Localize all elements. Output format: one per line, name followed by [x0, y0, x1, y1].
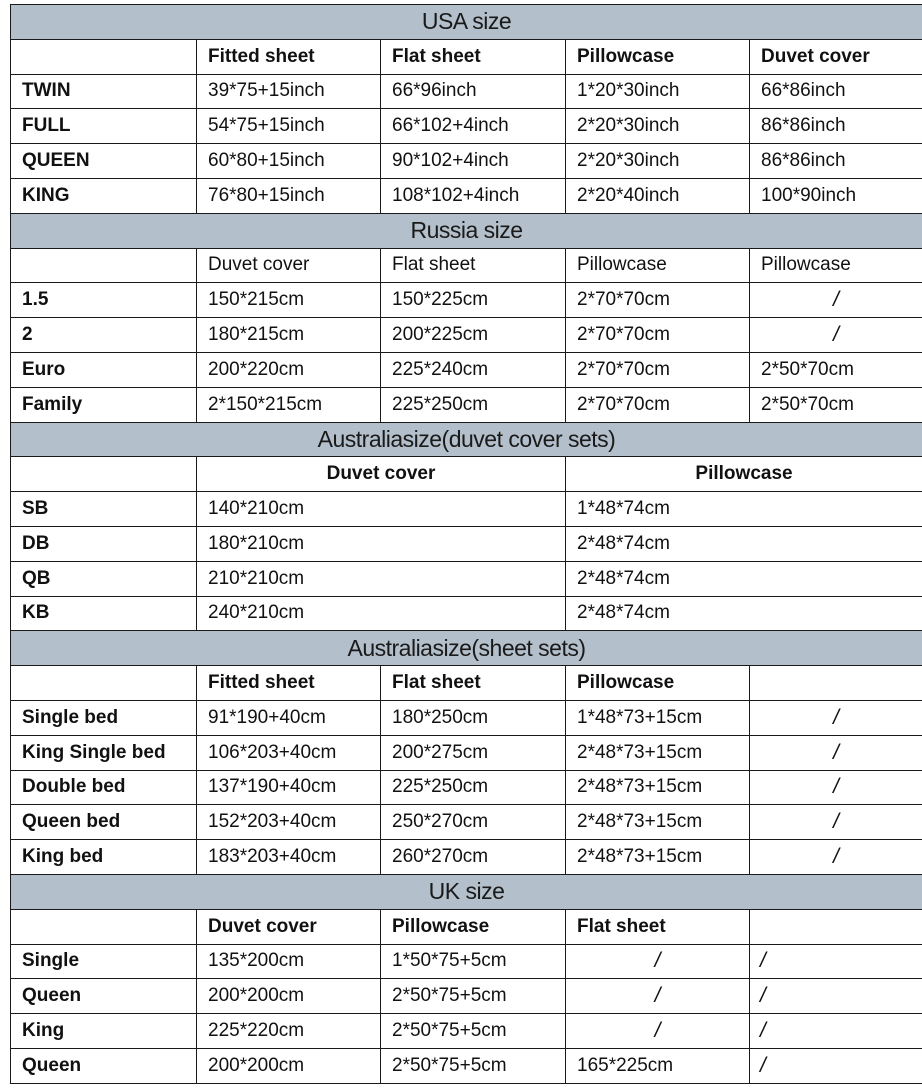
table-cell: 137*190+40cm — [197, 770, 381, 805]
table-cell: / — [750, 1048, 922, 1083]
row-label: QUEEN — [11, 144, 197, 179]
table-row — [11, 109, 922, 144]
table-row — [11, 770, 922, 805]
table-cell: 1*48*74cm — [566, 492, 922, 527]
table-cell: 39*75+15inch — [197, 74, 381, 109]
usa-header-fitted-sheet: Fitted sheet — [197, 39, 381, 74]
australia-sheet-header-flat-sheet: Flat sheet — [381, 666, 566, 701]
row-label: Single — [11, 944, 197, 979]
table-cell: / — [566, 979, 750, 1014]
russia-header-flat-sheet: Flat sheet — [381, 248, 566, 283]
uk-header-row — [11, 909, 922, 944]
table-cell: / — [750, 283, 922, 318]
row-label: KB — [11, 596, 197, 631]
table-cell: 180*215cm — [197, 318, 381, 353]
table-cell: 200*200cm — [197, 1048, 381, 1083]
table-cell: 250*270cm — [381, 805, 566, 840]
table-cell: 225*240cm — [381, 352, 566, 387]
table-cell: 152*203+40cm — [197, 805, 381, 840]
table-cell: 150*215cm — [197, 283, 381, 318]
uk-header-flat-sheet: Flat sheet — [566, 909, 750, 944]
table-row — [11, 944, 922, 979]
row-label: Double bed — [11, 770, 197, 805]
table-cell: 1*20*30inch — [566, 74, 750, 109]
table-cell: 2*50*75+5cm — [381, 979, 566, 1014]
table-cell: 66*102+4inch — [381, 109, 566, 144]
australia-duvet-header-row — [11, 457, 922, 492]
table-cell: 210*210cm — [197, 561, 566, 596]
uk-header-empty — [750, 909, 922, 944]
uk-header-blank — [11, 909, 197, 944]
usa-header-flat-sheet: Flat sheet — [381, 39, 566, 74]
table-row — [11, 74, 922, 109]
russia-title: Russia size — [11, 213, 922, 248]
table-cell: 200*225cm — [381, 318, 566, 353]
table-cell: 2*50*75+5cm — [381, 1048, 566, 1083]
row-label: King — [11, 1014, 197, 1049]
australia-sheet-section-header — [11, 631, 922, 666]
table-cell: 90*102+4inch — [381, 144, 566, 179]
table-cell: 2*48*74cm — [566, 526, 922, 561]
table-row — [11, 387, 922, 422]
russia-header-pillowcase-2: Pillowcase — [750, 248, 922, 283]
table-cell: / — [750, 840, 922, 875]
table-row — [11, 283, 922, 318]
table-row — [11, 596, 922, 631]
table-cell: 60*80+15inch — [197, 144, 381, 179]
table-cell: 200*220cm — [197, 352, 381, 387]
russia-header-blank — [11, 248, 197, 283]
table-cell: 165*225cm — [566, 1048, 750, 1083]
australia-sheet-header-blank — [11, 666, 197, 701]
table-cell: 225*220cm — [197, 1014, 381, 1049]
table-cell: 260*270cm — [381, 840, 566, 875]
table-cell: 2*48*74cm — [566, 561, 922, 596]
row-label: Euro — [11, 352, 197, 387]
table-cell: 140*210cm — [197, 492, 566, 527]
table-row — [11, 1014, 922, 1049]
row-label: TWIN — [11, 74, 197, 109]
table-cell: 2*48*73+15cm — [566, 840, 750, 875]
table-cell: 1*50*75+5cm — [381, 944, 566, 979]
table-cell: 1*48*73+15cm — [566, 700, 750, 735]
table-cell: 2*50*70cm — [750, 352, 922, 387]
table-cell: 183*203+40cm — [197, 840, 381, 875]
table-cell: 86*86inch — [750, 109, 922, 144]
australia-sheet-header-fitted-sheet: Fitted sheet — [197, 666, 381, 701]
uk-header-duvet-cover: Duvet cover — [197, 909, 381, 944]
table-cell: 106*203+40cm — [197, 735, 381, 770]
table-cell: 2*50*75+5cm — [381, 1014, 566, 1049]
table-cell: 2*20*40inch — [566, 178, 750, 213]
table-cell: 66*96inch — [381, 74, 566, 109]
table-cell: 2*70*70cm — [566, 283, 750, 318]
australia-sheet-header-row — [11, 666, 922, 701]
table-cell: 2*70*70cm — [566, 387, 750, 422]
table-row — [11, 561, 922, 596]
table-cell: / — [750, 944, 922, 979]
table-cell: 86*86inch — [750, 144, 922, 179]
table-row — [11, 178, 922, 213]
australia-sheet-header-empty — [750, 666, 922, 701]
row-label: DB — [11, 526, 197, 561]
table-row — [11, 318, 922, 353]
uk-header-pillowcase: Pillowcase — [381, 909, 566, 944]
table-cell: 2*70*70cm — [566, 352, 750, 387]
table-cell: / — [750, 735, 922, 770]
australia-duvet-section-header — [11, 422, 922, 457]
table-cell: 225*250cm — [381, 770, 566, 805]
size-chart — [10, 4, 922, 1084]
row-label: QB — [11, 561, 197, 596]
table-row — [11, 700, 922, 735]
row-label: King bed — [11, 840, 197, 875]
row-label: Queen bed — [11, 805, 197, 840]
table-cell: 150*225cm — [381, 283, 566, 318]
table-row — [11, 840, 922, 875]
table-cell: 225*250cm — [381, 387, 566, 422]
russia-section-header — [11, 213, 922, 248]
table-cell: 135*200cm — [197, 944, 381, 979]
table-cell: 2*50*70cm — [750, 387, 922, 422]
table-row — [11, 805, 922, 840]
table-cell: / — [750, 318, 922, 353]
row-label: 2 — [11, 318, 197, 353]
australia-duvet-title: Australiasize(duvet cover sets) — [11, 422, 922, 457]
table-cell: 91*190+40cm — [197, 700, 381, 735]
table-cell: / — [750, 979, 922, 1014]
table-cell: 180*210cm — [197, 526, 566, 561]
table-cell: 76*80+15inch — [197, 178, 381, 213]
australia-sheet-header-pillowcase: Pillowcase — [566, 666, 750, 701]
row-label: Single bed — [11, 700, 197, 735]
usa-header-duvet-cover: Duvet cover — [750, 39, 922, 74]
table-cell: / — [750, 700, 922, 735]
table-cell: 66*86inch — [750, 74, 922, 109]
size-table — [10, 4, 922, 1084]
row-label: Family — [11, 387, 197, 422]
table-cell: / — [566, 944, 750, 979]
table-cell: 100*90inch — [750, 178, 922, 213]
table-cell: 2*70*70cm — [566, 318, 750, 353]
table-cell: 200*200cm — [197, 979, 381, 1014]
table-row — [11, 144, 922, 179]
usa-title: USA size — [11, 5, 922, 40]
table-row — [11, 979, 922, 1014]
table-cell: 2*20*30inch — [566, 144, 750, 179]
usa-section-header — [11, 5, 922, 40]
table-row — [11, 492, 922, 527]
russia-header-row — [11, 248, 922, 283]
row-label: 1.5 — [11, 283, 197, 318]
table-row — [11, 352, 922, 387]
usa-header-blank — [11, 39, 197, 74]
table-row — [11, 526, 922, 561]
table-cell: 108*102+4inch — [381, 178, 566, 213]
table-cell: 2*48*74cm — [566, 596, 922, 631]
table-cell: 54*75+15inch — [197, 109, 381, 144]
table-cell: 2*48*73+15cm — [566, 770, 750, 805]
row-label: King Single bed — [11, 735, 197, 770]
table-cell: 180*250cm — [381, 700, 566, 735]
australia-sheet-title: Australiasize(sheet sets) — [11, 631, 922, 666]
row-label: Queen — [11, 979, 197, 1014]
russia-header-duvet-cover: Duvet cover — [197, 248, 381, 283]
table-cell: / — [750, 1014, 922, 1049]
table-cell: / — [566, 1014, 750, 1049]
russia-header-pillowcase: Pillowcase — [566, 248, 750, 283]
table-cell: 240*210cm — [197, 596, 566, 631]
row-label: FULL — [11, 109, 197, 144]
table-row — [11, 1048, 922, 1083]
table-cell: 2*48*73+15cm — [566, 805, 750, 840]
usa-header-pillowcase: Pillowcase — [566, 39, 750, 74]
table-cell: 2*48*73+15cm — [566, 735, 750, 770]
table-row — [11, 735, 922, 770]
table-cell: / — [750, 805, 922, 840]
row-label: Queen — [11, 1048, 197, 1083]
table-cell: 2*20*30inch — [566, 109, 750, 144]
australia-duvet-header-blank — [11, 457, 197, 492]
row-label: KING — [11, 178, 197, 213]
table-cell: / — [750, 770, 922, 805]
table-cell: 200*275cm — [381, 735, 566, 770]
australia-duvet-header-pillowcase: Pillowcase — [566, 457, 922, 492]
usa-header-row — [11, 39, 922, 74]
table-cell: 2*150*215cm — [197, 387, 381, 422]
uk-section-header — [11, 874, 922, 909]
row-label: SB — [11, 492, 197, 527]
australia-duvet-header-duvet-cover: Duvet cover — [197, 457, 566, 492]
uk-title: UK size — [11, 874, 922, 909]
